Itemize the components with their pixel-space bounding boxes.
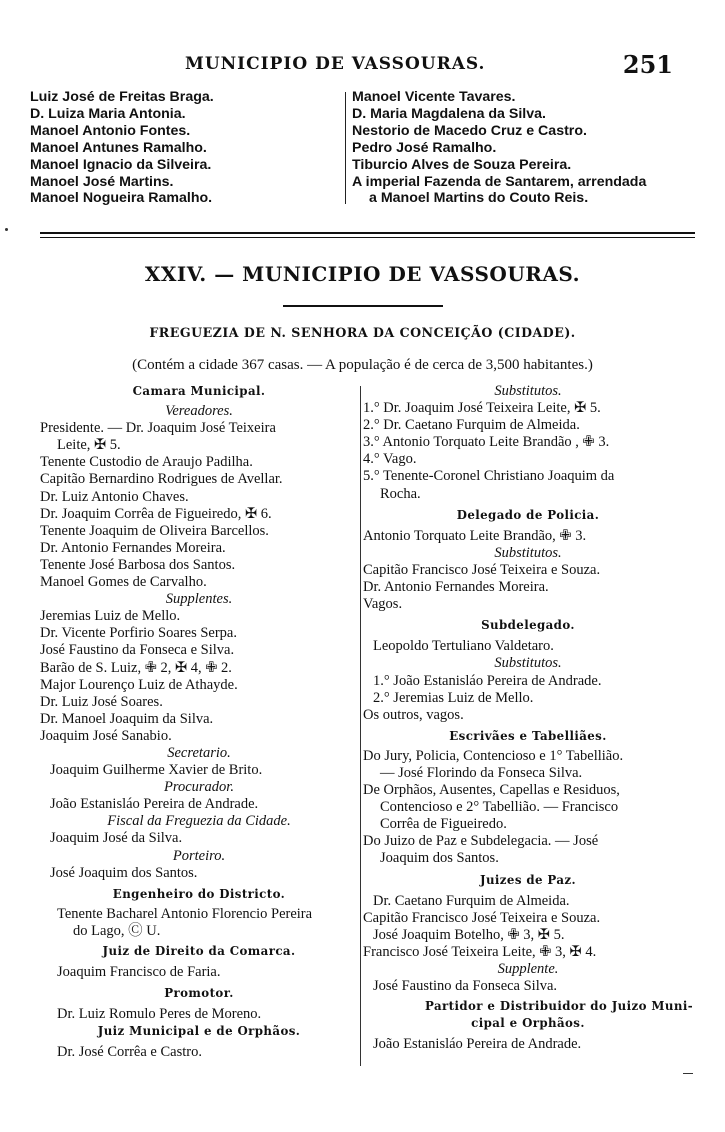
entry: Joaquim Francisco de Faria.: [57, 964, 221, 981]
entry: De Orphãos, Ausentes, Capellas e Residuos,: [363, 782, 620, 799]
chapter-title: XXIV. — MUNICIPIO DE VASSOURAS.: [144, 262, 581, 286]
entry: 1.° João Estanisláo Pereira de Andrade.: [373, 672, 602, 689]
entry: Dr. Joaquim Corrêa de Figueiredo, ✠ 6.: [40, 505, 272, 522]
list-item: Manoel Vicente Tavares.: [352, 89, 516, 105]
entry: Presidente. — Dr. Joaquim José Teixeira: [40, 420, 276, 437]
entry: Capitão Francisco José Teixeira e Souza.: [363, 561, 601, 578]
continued-list-left: [30, 89, 340, 207]
entry: Dr. Caetano Furquim de Almeida.: [373, 892, 570, 909]
subheading: Procurador.: [164, 779, 234, 796]
subheading: Substitutos.: [494, 655, 562, 672]
entry: Dr. Antonio Fernandes Moreira.: [40, 539, 226, 556]
page-number: 251: [622, 50, 673, 79]
entry: Rocha.: [380, 485, 421, 502]
section-heading: Camara Municipal.: [132, 384, 266, 398]
entry: Joaquim dos Santos.: [380, 850, 499, 867]
entry: Leopoldo Tertuliano Valdetaro.: [373, 638, 554, 655]
entry: Tenente Joaquim de Oliveira Barcellos.: [40, 522, 269, 539]
list-item: Pedro José Ramalho.: [352, 139, 497, 156]
section-heading: Subdelegado.: [481, 618, 575, 633]
list-item: Manoel Ignacio da Silveira.: [30, 156, 212, 173]
entry: Do Juizo de Paz e Subdelegacia. — José: [363, 833, 599, 850]
list-item: A imperial Fazenda de Santarem, arrendada: [352, 173, 647, 190]
entry: 2.° Jeremias Luiz de Mello.: [373, 689, 534, 706]
entry: Dr. Antonio Fernandes Moreira.: [363, 579, 549, 596]
section-heading: Juiz de Direito da Comarca.: [102, 944, 296, 958]
column-divider: [345, 92, 346, 204]
subheading: Supplentes.: [165, 591, 233, 608]
entry: Joaquim Guilherme Xavier de Brito.: [50, 762, 263, 779]
entry: 5.° Tenente-Coronel Christiano Joaquim da: [363, 468, 615, 485]
list-item: Manoel Nogueira Ramalho.: [30, 190, 213, 207]
section-heading: Promotor.: [164, 986, 234, 1001]
entry: Dr. José Corrêa e Castro.: [57, 1044, 202, 1061]
subheading: Supplente.: [497, 961, 559, 977]
title-rule: [283, 305, 443, 307]
entry: Joaquim José da Silva.: [50, 830, 183, 847]
margin-mark: [683, 1073, 693, 1074]
right-column: [363, 383, 693, 1053]
entry: Dr. Vicente Porfirio Soares Serpa.: [40, 625, 237, 642]
census-note: (Contém a cidade 367 casas. — A população é de cerca de 3,500 habitantes.): [132, 357, 593, 373]
entry: José Faustino da Fonseca e Silva.: [40, 642, 235, 659]
entry: Tenente Bacharel Antonio Florencio Pereira: [57, 905, 313, 922]
running-head: [0, 52, 725, 80]
entry: 3.° Antonio Torquato Leite Brandão , ✙ 3.: [363, 434, 610, 451]
list-item: Manoel Antonio Fontes.: [30, 122, 191, 139]
entry: Capitão Bernardino Rodrigues de Avellar.: [40, 471, 283, 488]
subheading: Vereadores.: [165, 403, 233, 420]
subheading: Substitutos.: [494, 383, 562, 399]
list-item: a Manoel Martins do Couto Reis.: [369, 190, 589, 207]
list-item: Luiz José de Freitas Braga.: [30, 89, 214, 105]
entry: Manoel Gomes de Carvalho.: [40, 574, 207, 591]
section-heading: Partidor e Distribuidor do Juizo Muni-: [425, 999, 693, 1014]
entry: Dr. Luiz José Soares.: [40, 693, 163, 710]
section-heading: Delegado de Policia.: [456, 507, 600, 522]
entry: João Estanisláo Pereira de Andrade.: [50, 796, 259, 813]
entry: José Faustino da Fonseca Silva.: [373, 978, 558, 995]
margin-mark: [5, 228, 8, 231]
entry: 4.° Vago.: [363, 451, 417, 468]
list-item: Nestorio de Macedo Cruz e Castro.: [352, 122, 587, 139]
entry: Do Jury, Policia, Contencioso e 1° Tabellião.: [363, 747, 624, 764]
entry: Joaquim José Sanabio.: [40, 727, 172, 744]
section-heading: Juiz Municipal e de Orphãos.: [97, 1024, 301, 1039]
column-divider: [360, 386, 361, 1066]
section-heading: Escrivães e Tabelliães.: [449, 728, 607, 743]
section-heading: Engenheiro do Districto.: [112, 886, 286, 901]
list-item: Manoel Antunes Ramalho.: [30, 139, 207, 156]
list-item: D. Luiza Maria Antonia.: [30, 105, 186, 122]
entry: Os outros, vagos.: [363, 706, 464, 723]
entry: João Estanisláo Pereira de Andrade.: [373, 1036, 582, 1053]
entry: — José Florindo da Fonseca Silva.: [380, 764, 583, 781]
entry: José Joaquim dos Santos.: [50, 864, 198, 881]
subheading: Fiscal da Freguezia da Cidade.: [107, 813, 291, 830]
entry: Francisco José Teixeira Leite, ✙ 3, ✠ 4.: [363, 943, 597, 960]
list-item: D. Maria Magdalena da Silva.: [352, 105, 546, 122]
entry: Dr. Luiz Romulo Peres de Moreno.: [57, 1006, 262, 1023]
entry: Dr. Luiz Antonio Chaves.: [40, 488, 189, 505]
entry: Jeremias Luiz de Mello.: [40, 608, 181, 625]
subheading: Secretario.: [167, 744, 231, 761]
entry: Capitão Francisco José Teixeira e Souza.: [363, 909, 601, 926]
entry: Corrêa de Figueiredo.: [380, 816, 507, 833]
entry: Antonio Torquato Leite Brandão, ✙ 3.: [363, 527, 587, 544]
running-title: MUNICIPIO DE VASSOURAS.: [185, 54, 486, 74]
list-item: Manoel José Martins.: [30, 173, 174, 190]
entry: Leite, ✠ 5.: [57, 437, 121, 454]
subheading: Porteiro.: [172, 847, 226, 864]
section-heading: cipal e Orphãos.: [471, 1016, 585, 1031]
entry: Vagos.: [363, 596, 403, 613]
continued-list: [0, 89, 725, 207]
entry: Tenente Custodio de Araujo Padilha.: [40, 454, 253, 471]
entry: Dr. Manoel Joaquim da Silva.: [40, 710, 214, 727]
entry: do Lago, Ⓒ U.: [73, 922, 161, 939]
entry: 1.° Dr. Joaquim José Teixeira Leite, ✠ 5.: [363, 400, 601, 417]
continued-list-right: [352, 89, 692, 207]
parish-title: FREGUEZIA DE N. SENHORA DA CONCEIÇÃO (CIDADE).: [149, 325, 576, 340]
list-item: Tiburcio Alves de Souza Pereira.: [352, 156, 572, 173]
entry: 2.° Dr. Caetano Furquim de Almeida.: [363, 417, 580, 434]
entry: Tenente José Barbosa dos Santos.: [40, 556, 236, 573]
entry: Contencioso e 2° Tabellião. — Francisco: [380, 799, 619, 816]
entry: Barão de S. Luiz, ✙ 2, ✠ 4, ✙ 2.: [40, 659, 232, 676]
section-heading: Juizes de Paz.: [479, 872, 577, 887]
left-column: [40, 383, 358, 1062]
subheading: Substitutos.: [494, 544, 562, 561]
entry: Major Lourenço Luiz de Athayde.: [40, 676, 238, 693]
entry: José Joaquim Botelho, ✙ 3, ✠ 5.: [373, 926, 565, 943]
